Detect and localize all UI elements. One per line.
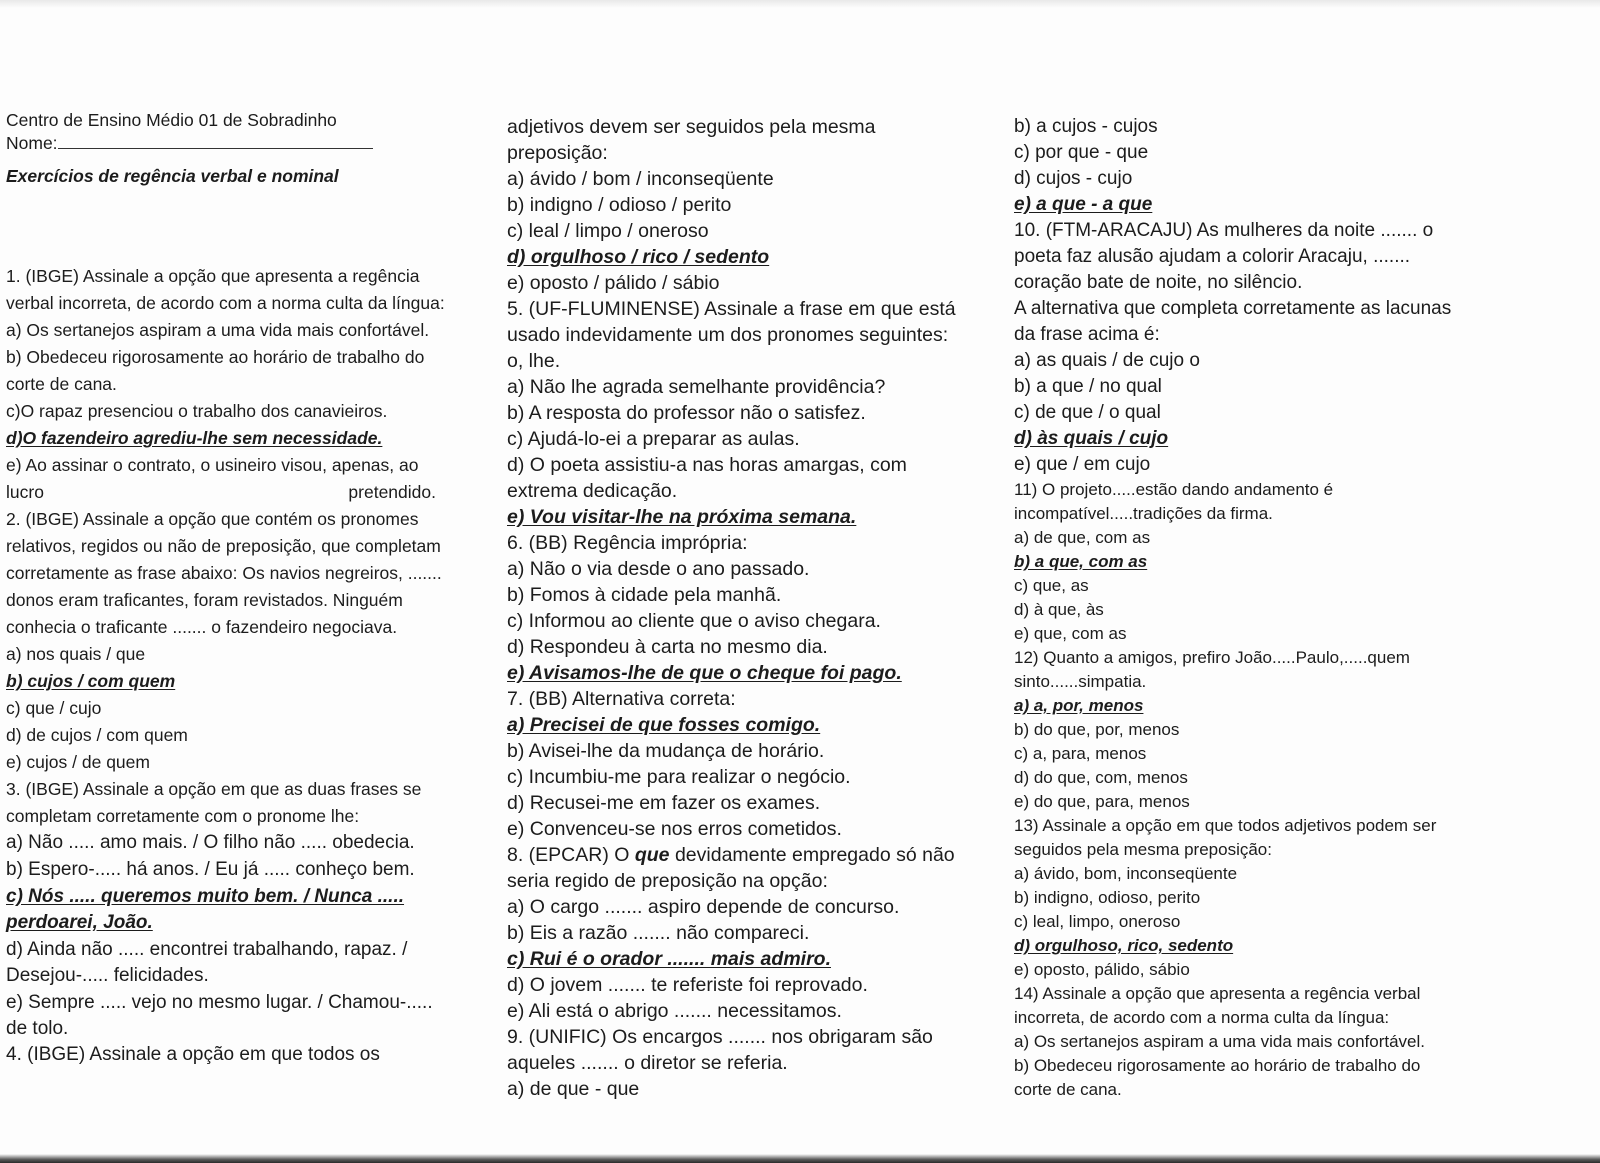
- option-line: a) de que, com as: [1014, 528, 1151, 547]
- option-line: a) ávido, bom, inconseqüente: [1014, 864, 1238, 883]
- question-10-line: da frase acima é:: [1014, 324, 1160, 345]
- option-line: c) Ajudá-lo-ei a preparar as aulas.: [507, 428, 800, 450]
- option-line: c) por que - que: [1014, 142, 1149, 163]
- school-name: Centro de Ensino Médio 01 de Sobradinho: [6, 110, 337, 130]
- answer-option: a) Precisei de que fosses comigo.: [507, 714, 821, 736]
- option-line: corte de cana.: [6, 374, 117, 394]
- question-1-line: verbal incorreta, de acordo com a norma culta da língua:: [6, 293, 445, 313]
- option-line: e) que, com as: [1014, 624, 1127, 643]
- question-4-line: preposição:: [507, 142, 608, 164]
- option-line: a) Os sertanejos aspiram a uma vida mais confortável.: [1014, 1032, 1426, 1051]
- question-10-line: 10. (FTM-ARACAJU) As mulheres da noite ....... o: [1014, 220, 1434, 241]
- option-line: lucro pretendido.: [6, 482, 436, 502]
- option-line: a) Não o via desde o ano passado.: [507, 558, 810, 580]
- option-line: a) nos quais / que: [6, 644, 146, 664]
- question-2-line: corretamente as frase abaixo: Os navios negreiros, .......: [6, 563, 442, 583]
- option-line: b) Fomos à cidade pela manhã.: [507, 584, 782, 606]
- option-line: d) O jovem ....... te referiste foi reprovado.: [507, 974, 868, 996]
- option-line: e) do que, para, menos: [1014, 792, 1190, 811]
- question-8-line: 8. (EPCAR) O que devidamente empregado só não: [507, 844, 955, 866]
- question-14-line: 14) Assinale a opção que apresenta a regência verbal: [1014, 984, 1421, 1003]
- answer-option: d)O fazendeiro agrediu-lhe sem necessidade.: [6, 428, 383, 448]
- answer-option: perdoarei, João.: [6, 912, 153, 933]
- option-line: c) Incumbiu-me para realizar o negócio.: [507, 766, 851, 788]
- question-11-line: 11) O projeto.....estão dando andamento é: [1014, 480, 1334, 499]
- option-line: e) que / em cujo: [1014, 454, 1151, 475]
- answer-option: b) cujos / com quem: [6, 671, 176, 691]
- question-9-line: aqueles ....... o diretor se referia.: [507, 1052, 788, 1074]
- option-line: d) Ainda não ..... encontrei trabalhando, rapaz. /: [6, 939, 408, 960]
- option-line: d) O poeta assistiu-a nas horas amargas, com: [507, 454, 907, 476]
- answer-option: d) orgulhoso, rico, sedento: [1014, 936, 1234, 955]
- option-line: b) Obedeceu rigorosamente ao horário de trabalho do: [6, 347, 425, 367]
- option-line: a) Não ..... amo mais. / O filho não ..... obedecia.: [6, 832, 415, 853]
- option-line: corte de cana.: [1014, 1080, 1122, 1099]
- question-5-line: 5. (UF-FLUMINENSE) Assinale a frase em que está: [507, 298, 956, 320]
- option-line: b) Eis a razão ....... não compareci.: [507, 922, 810, 944]
- option-line: e) cujos / de quem: [6, 752, 150, 772]
- option-line: c) leal, limpo, oneroso: [1014, 912, 1181, 931]
- question-13-line: seguidos pela mesma preposição:: [1014, 840, 1272, 859]
- option-line: a) de que - que: [507, 1078, 640, 1100]
- option-line: e) oposto, pálido, sábio: [1014, 960, 1190, 979]
- question-5-line: o, lhe.: [507, 350, 561, 372]
- question-8-line: seria regido de preposição na opção:: [507, 870, 828, 892]
- question-3-line: 3. (IBGE) Assinale a opção em que as duas frases se: [6, 779, 422, 799]
- option-line: e) Ao assinar o contrato, o usineiro visou, apenas, ao: [6, 455, 419, 475]
- question-10-line: poeta faz alusão ajudam a colorir Aracaju, .......: [1014, 246, 1411, 267]
- option-line: a) as quais / de cujo o: [1014, 350, 1200, 371]
- question-4-line: adjetivos devem ser seguidos pela mesma: [507, 116, 876, 138]
- option-line: c) que / cujo: [6, 698, 102, 718]
- worksheet-title: Exercícios de regência verbal e nominal: [6, 166, 339, 186]
- option-line: b) Obedeceu rigorosamente ao horário de trabalho do: [1014, 1056, 1421, 1075]
- option-line: c)O rapaz presenciou o trabalho dos canavieiros.: [6, 401, 388, 421]
- option-line: a) Não lhe agrada semelhante providência?: [507, 376, 886, 398]
- option-line: b) indigno / odioso / perito: [507, 194, 732, 216]
- option-line: Desejou-..... felicidades.: [6, 965, 209, 986]
- question-5-line: usado indevidamente um dos pronomes seguintes:: [507, 324, 949, 346]
- name-field-row: [6, 133, 373, 153]
- answer-option: e) Vou visitar-lhe na próxima semana.: [507, 506, 857, 528]
- option-line: b) a que / no qual: [1014, 376, 1162, 397]
- answer-option: e) a que - a que: [1014, 194, 1153, 215]
- scan-edge-top: [0, 0, 1600, 8]
- question-12-line: sinto......simpatia.: [1014, 672, 1147, 691]
- option-line: a) ávido / bom / inconseqüente: [507, 168, 774, 190]
- option-line: de tolo.: [6, 1018, 69, 1039]
- scan-edge-bottom: [0, 1154, 1600, 1163]
- option-line: e) Ali está o abrigo ....... necessitamos.: [507, 1000, 842, 1022]
- option-line: d) do que, com, menos: [1014, 768, 1188, 787]
- question-9-line: 9. (UNIFIC) Os encargos ....... nos obrigaram são: [507, 1026, 933, 1048]
- question-7-line: 7. (BB) Alternativa correta:: [507, 688, 736, 710]
- answer-option: e) Avisamos-lhe de que o cheque foi pago.: [507, 662, 902, 684]
- option-line: e) Sempre ..... vejo no mesmo lugar. / Chamou-.....: [6, 992, 433, 1013]
- question-3-line: completam corretamente com o pronome lhe:: [6, 806, 360, 826]
- question-6-line: 6. (BB) Regência imprópria:: [507, 532, 748, 554]
- question-14-line: incorreta, de acordo com a norma culta da língua:: [1014, 1008, 1390, 1027]
- answer-option: c) Nós ..... queremos muito bem. / Nunca .....: [6, 886, 405, 907]
- question-2-line: conhecia o traficante ....... o fazendeiro negociava.: [6, 617, 398, 637]
- option-line: e) Convenceu-se nos erros cometidos.: [507, 818, 842, 840]
- question-12-line: 12) Quanto a amigos, prefiro João.....Paulo,.....quem: [1014, 648, 1410, 667]
- name-label: Nome:: [6, 133, 58, 153]
- option-line: c) leal / limpo / oneroso: [507, 220, 709, 242]
- emphasized-word: que: [634, 844, 670, 866]
- answer-option: d) orgulhoso / rico / sedento: [507, 246, 770, 268]
- answer-option: d) às quais / cujo: [1014, 428, 1169, 449]
- option-line: b) a cujos - cujos: [1014, 116, 1158, 137]
- option-line: e) oposto / pálido / sábio: [507, 272, 720, 294]
- option-line: b) Espero-..... há anos. / Eu já ..... conheço bem.: [6, 859, 415, 880]
- question-2-line: relativos, regidos ou não de preposição, que completam: [6, 536, 441, 556]
- option-line: c) Informou ao cliente que o aviso chegara.: [507, 610, 881, 632]
- option-line: c) a, para, menos: [1014, 744, 1147, 763]
- question-4-line: 4. (IBGE) Assinale a opção em que todos os: [6, 1044, 380, 1065]
- option-line: d) Respondeu à carta no mesmo dia.: [507, 636, 828, 658]
- question-1-line: 1. (IBGE) Assinale a opção que apresenta a regência: [6, 266, 420, 286]
- option-line: c) de que / o qual: [1014, 402, 1161, 423]
- option-line: b) indigno, odioso, perito: [1014, 888, 1201, 907]
- answer-option: a) a, por, menos: [1014, 696, 1144, 715]
- answer-option: b) a que, com as: [1014, 552, 1148, 571]
- question-2-line: donos eram traficantes, foram revistados. Ninguém: [6, 590, 403, 610]
- option-line: d) à que, às: [1014, 600, 1104, 619]
- option-line: b) A resposta do professor não o satisfez.: [507, 402, 866, 424]
- question-2-line: 2. (IBGE) Assinale a opção que contém os pronomes: [6, 509, 419, 529]
- name-blank-line: [58, 134, 373, 149]
- answer-option: c) Rui é o orador ....... mais admiro.: [507, 948, 831, 970]
- question-10-line: A alternativa que completa corretamente as lacunas: [1014, 298, 1452, 319]
- option-line: c) que, as: [1014, 576, 1089, 595]
- option-line: extrema dedicação.: [507, 480, 678, 502]
- option-line: a) Os sertanejos aspiram a uma vida mais confortável.: [6, 320, 430, 340]
- option-line: b) do que, por, menos: [1014, 720, 1180, 739]
- question-11-line: incompatível.....tradições da firma.: [1014, 504, 1273, 523]
- option-line: b) Avisei-lhe da mudança de horário.: [507, 740, 825, 762]
- question-13-line: 13) Assinale a opção em que todos adjetivos podem ser: [1014, 816, 1437, 835]
- option-line: d) cujos - cujo: [1014, 168, 1133, 189]
- option-line: d) Recusei-me em fazer os exames.: [507, 792, 821, 814]
- option-line: d) de cujos / com quem: [6, 725, 188, 745]
- option-line: a) O cargo ....... aspiro depende de concurso.: [507, 896, 900, 918]
- question-10-line: coração bate de noite, no silêncio.: [1014, 272, 1303, 293]
